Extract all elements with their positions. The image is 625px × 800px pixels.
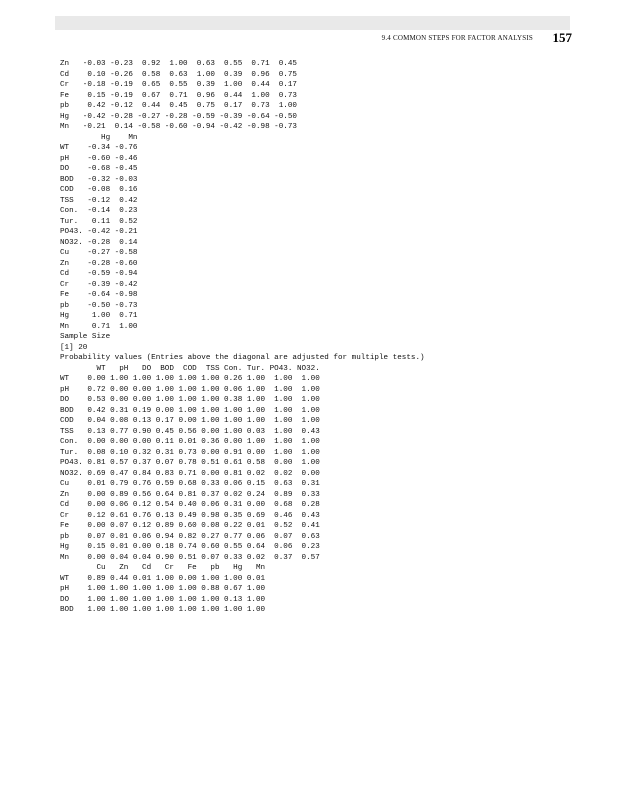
printout-line: Tur. 0.08 0.10 0.32 0.31 0.73 0.00 0.91 0.00 1.00 1.00 <box>60 448 320 457</box>
printout-line: pH 1.00 1.00 1.00 1.00 1.00 0.88 0.67 1.00 <box>60 585 266 593</box>
printout-line: Hg 1.00 0.71 <box>60 312 138 320</box>
printout-line: pH 0.72 0.00 0.00 1.00 1.00 1.00 0.06 1.00 1.00 1.00 <box>60 385 320 394</box>
printout-line: Tur. 0.11 0.52 <box>60 217 138 226</box>
printout-line: Fe 0.15 -0.19 0.67 0.71 0.96 0.44 1.00 0.73 <box>60 91 297 100</box>
printout-line: pH -0.60 -0.46 <box>60 154 138 163</box>
printout-line: Zn 0.00 0.89 0.56 0.64 0.81 0.37 0.02 0.24 0.89 0.33 <box>60 490 320 499</box>
printout-line: TSS 0.13 0.77 0.90 0.45 0.56 0.00 1.00 0.03 1.00 0.43 <box>60 427 320 436</box>
printout-line: Hg Mn <box>60 133 138 142</box>
printout-line: NO32. 0.69 0.47 0.84 0.83 0.71 0.00 0.81 0.02 0.02 0.00 <box>60 469 320 478</box>
printout-line: PO43. -0.42 -0.21 <box>60 228 138 236</box>
printout-line: Sample Size <box>60 333 111 341</box>
printout-line: Fe -0.64 -0.98 <box>60 291 138 299</box>
printout-line: TSS -0.12 0.42 <box>60 196 138 205</box>
printout-line: Cr -0.39 -0.42 <box>60 280 138 289</box>
printout-line: pb 0.42 -0.12 0.44 0.45 0.75 0.17 0.73 1.00 <box>60 102 297 110</box>
printout-line: Hg -0.42 -0.28 -0.27 -0.28 -0.59 -0.39 -0.64 -0.50 <box>60 112 297 121</box>
page-number: 157 <box>552 30 572 45</box>
printout-line: PO43. 0.81 0.57 0.37 0.07 0.78 0.51 0.61 0.58 0.00 1.00 <box>60 459 320 467</box>
printout-line: NO32. -0.28 0.14 <box>60 238 138 247</box>
printout-line: Con. 0.00 0.00 0.00 0.11 0.01 0.36 0.00 1.00 1.00 1.00 <box>60 438 320 446</box>
printout-line: [1] 20 <box>60 343 88 352</box>
printout-line: Cu 0.01 0.79 0.76 0.59 0.68 0.33 0.06 0.15 0.63 0.31 <box>60 480 320 488</box>
printout-line: Zn -0.03 -0.23 0.92 1.00 0.63 0.55 0.71 0.45 <box>60 60 297 68</box>
printout-line: Con. -0.14 0.23 <box>60 207 138 215</box>
printout-line: Zn -0.28 -0.60 <box>60 259 138 268</box>
printout-line: Mn 0.71 1.00 <box>60 322 138 331</box>
printout-line: Cu -0.27 -0.58 <box>60 249 138 257</box>
printout-line: DO 0.53 0.00 0.00 1.00 1.00 1.00 0.38 1.00 1.00 1.00 <box>60 396 320 404</box>
header-bar <box>55 16 570 30</box>
printout-line: COD 0.04 0.08 0.13 0.17 0.00 1.00 1.00 1.00 1.00 1.00 <box>60 417 320 425</box>
printout-line: Cu Zn Cd Cr Fe pb Hg Mn <box>60 564 266 572</box>
printout-line: Mn -0.21 0.14 -0.58 -0.60 -0.94 -0.42 -0.98 -0.73 <box>60 123 297 131</box>
printout-line: COD -0.08 0.16 <box>60 186 138 194</box>
r-output-printout <box>60 59 425 616</box>
printout-line: DO 1.00 1.00 1.00 1.00 1.00 1.00 0.13 1.00 <box>60 595 266 604</box>
printout-line: Cd 0.10 -0.26 0.58 0.63 1.00 0.39 0.96 0.75 <box>60 70 297 79</box>
printout-line: WT pH DO BOD COD TSS Con. Tur. PO43. NO32. <box>60 364 320 373</box>
printout-line: Hg 0.15 0.01 0.00 0.18 0.74 0.60 0.55 0.64 0.06 0.23 <box>60 543 320 551</box>
printout-line: Mn 0.00 0.04 0.04 0.90 0.51 0.07 0.33 0.02 0.37 0.57 <box>60 553 320 562</box>
printout-line: DO -0.68 -0.45 <box>60 165 138 173</box>
printout-line: Cr 0.12 0.61 0.76 0.13 0.49 0.98 0.35 0.69 0.46 0.43 <box>60 511 320 520</box>
printout-line: BOD 1.00 1.00 1.00 1.00 1.00 1.00 1.00 1.00 <box>60 606 266 614</box>
running-head: 9.4 COMMON STEPS FOR FACTOR ANALYSIS <box>381 34 533 42</box>
printout-line: Cd -0.59 -0.94 <box>60 270 138 278</box>
printout-line: BOD 0.42 0.31 0.19 0.00 1.00 1.00 1.00 1.00 1.00 1.00 <box>60 406 320 415</box>
printout-line: WT -0.34 -0.76 <box>60 144 138 152</box>
printout-line: WT 0.89 0.44 0.01 1.00 0.00 1.00 1.00 0.01 <box>60 574 266 583</box>
printout-line: pb 0.07 0.01 0.06 0.94 0.82 0.27 0.77 0.06 0.07 0.63 <box>60 532 320 541</box>
printout-line: pb -0.50 -0.73 <box>60 301 138 310</box>
printout-line: BOD -0.32 -0.03 <box>60 175 138 184</box>
printout-line: Probability values (Entries above the diagonal are adjusted for multiple tests.) <box>60 354 425 362</box>
printout-line: Cr -0.18 -0.19 0.65 0.55 0.39 1.00 0.44 0.17 <box>60 81 297 89</box>
printout-line: Cd 0.00 0.06 0.12 0.54 0.40 0.06 0.31 0.00 0.68 0.28 <box>60 501 320 509</box>
printout-line: WT 0.00 1.00 1.00 1.00 1.00 1.00 0.26 1.00 1.00 1.00 <box>60 375 320 383</box>
printout-line: Fe 0.00 0.07 0.12 0.89 0.60 0.08 0.22 0.01 0.52 0.41 <box>60 522 320 530</box>
